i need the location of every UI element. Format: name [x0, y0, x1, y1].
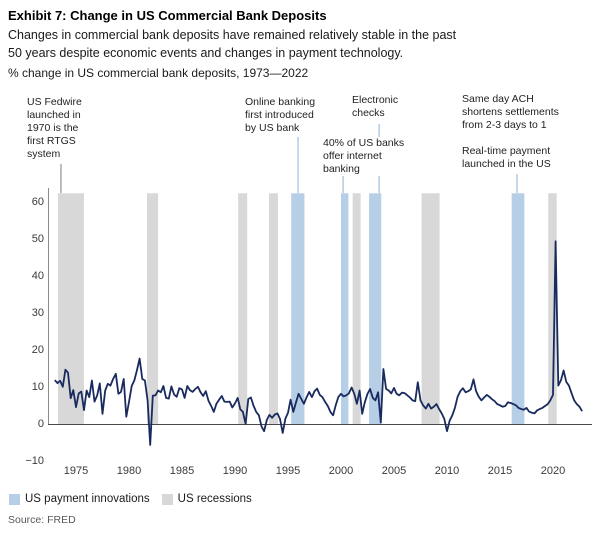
recession-band: [269, 193, 278, 424]
y-tick-label: 20: [31, 344, 44, 356]
deposit-change-line: [55, 241, 582, 445]
annotation-line: Same day ACH: [462, 93, 534, 105]
legend-item-payment-innovations: [9, 493, 150, 505]
annotation-line: 1970 is the: [27, 122, 79, 134]
innovation-band: [512, 193, 525, 424]
annotation-internet-banking-40pct: [323, 137, 404, 176]
annotation-line: system: [27, 148, 61, 160]
axes-layer: [48, 188, 592, 425]
recessions-swatch-icon: [162, 494, 173, 505]
recession-band: [422, 193, 440, 424]
annotation-line: shortens settlements: [462, 106, 559, 118]
chart-legend: [9, 493, 252, 505]
annotation-line: offer internet: [323, 150, 382, 162]
annotation-line: from 2-3 days to 1: [462, 119, 547, 131]
annotation-line: first RTGS: [27, 135, 76, 147]
annotation-line: checks: [352, 107, 385, 119]
source-note: Source: FRED: [8, 514, 76, 526]
annotation-online-banking: [245, 96, 315, 135]
legend-label: US recessions: [177, 493, 252, 505]
chart-subtitle-line1: Changes in commercial bank deposits have remained relatively stable in the past: [8, 28, 457, 42]
annotation-line: Online banking: [245, 96, 316, 108]
y-tick-label: 10: [31, 381, 44, 393]
chart-subtitle-line2: 50 years despite economic events and changes in payment technology.: [8, 46, 404, 60]
annotation-fedwire: [27, 96, 82, 161]
annotation-same-day-ach: [462, 93, 559, 132]
legend-item-recessions: [162, 493, 252, 505]
recession-band: [58, 193, 84, 424]
annotation-line: by US bank: [245, 122, 300, 134]
y-tick-label: 60: [31, 196, 44, 208]
innovation-band: [341, 193, 348, 424]
x-tick-label: 2015: [487, 465, 513, 477]
x-tick-label: 2000: [328, 465, 354, 477]
recession-band: [147, 193, 158, 424]
x-tick-label: 1975: [63, 465, 89, 477]
annotation-line: first introduced: [245, 109, 314, 121]
bands-layer: [58, 193, 557, 424]
annotation-line: launched in: [27, 109, 81, 121]
recession-band: [238, 193, 247, 424]
annotation-line: launched in the US: [462, 158, 551, 170]
annotation-real-time-payment: [462, 145, 551, 171]
chart-measure-label: % change in US commercial bank deposits, 1973—2022: [8, 66, 309, 80]
page-title: Exhibit 7: Change in US Commercial Bank Deposits: [8, 8, 327, 23]
x-tick-label: 1995: [275, 465, 301, 477]
x-tick-label: 1990: [222, 465, 248, 477]
annotation-line: 40% of US banks: [323, 137, 405, 149]
x-tick-label: 1985: [169, 465, 195, 477]
legend-label: US payment innovations: [25, 493, 150, 505]
x-tick-label: 1980: [116, 465, 142, 477]
y-tick-label: 40: [31, 270, 44, 282]
y-tick-label: 50: [31, 233, 44, 245]
annotation-line: banking: [323, 163, 360, 175]
y-tick-label: 30: [31, 307, 44, 319]
series-layer: [55, 241, 582, 445]
annotation-electronic-checks: [352, 94, 398, 120]
y-tick-label: −10: [25, 455, 44, 467]
annotation-line: Real-time payment: [462, 145, 551, 157]
x-tick-label: 2020: [540, 465, 566, 477]
annotation-line: Electronic: [352, 94, 399, 106]
x-tick-label: 2005: [381, 465, 407, 477]
innovation-band: [291, 193, 304, 424]
x-tick-label: 2010: [434, 465, 460, 477]
payment-innovations-swatch-icon: [9, 494, 20, 505]
y-tick-label: 0: [37, 418, 44, 430]
annotation-line: US Fedwire: [27, 96, 82, 108]
